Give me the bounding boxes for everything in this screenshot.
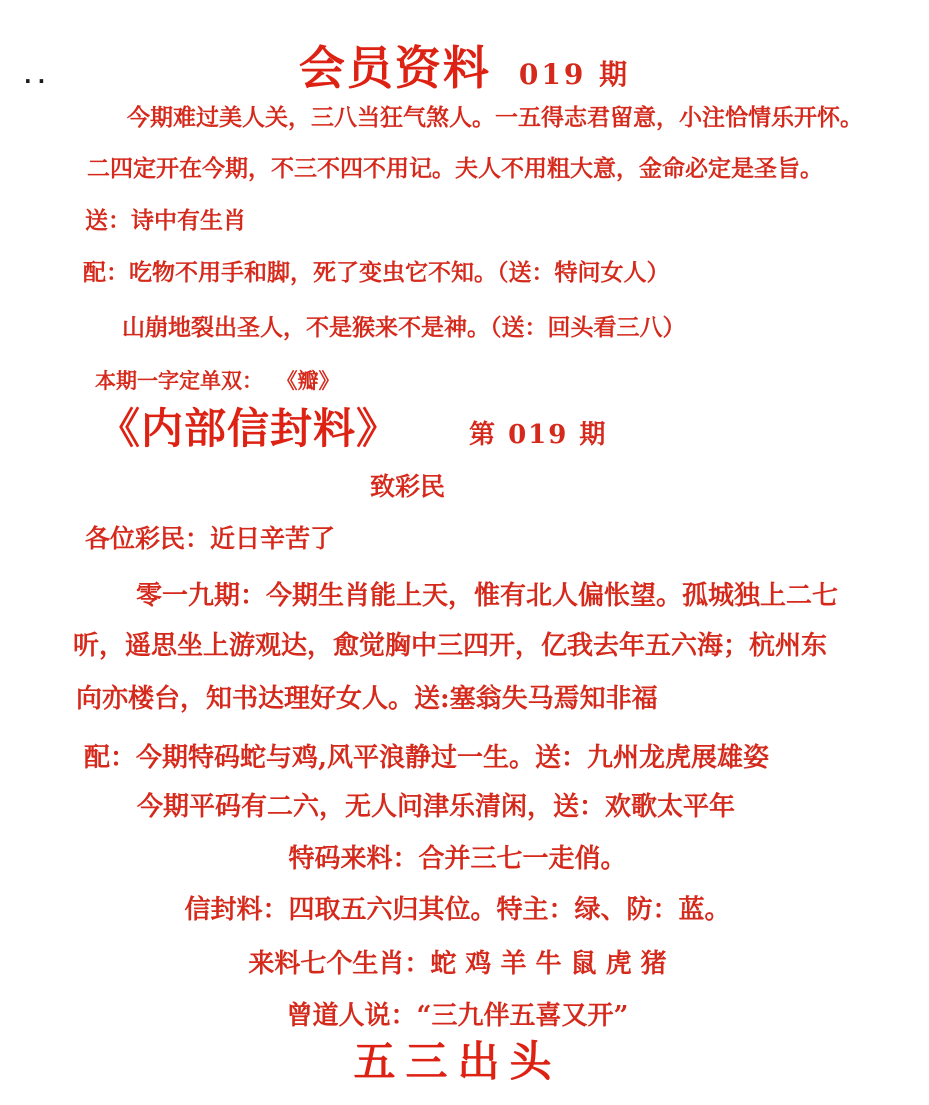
issue-number: 019 期: [518, 58, 631, 91]
salutation: 致彩民: [369, 472, 445, 501]
song-hint-line: 送：诗中有生肖: [85, 207, 246, 234]
tema-material-line: 特码来料：合并三七一走俏。: [288, 844, 627, 874]
poem-line-2: 听，遥思坐上游观达，愈觉胸中三四开，亿我去年五六海；杭州东: [73, 631, 828, 661]
page-title: 会员资料: [298, 41, 491, 95]
inner-envelope-title: 《内部信封料》: [98, 404, 400, 453]
scan-corner-marks: ..: [24, 64, 52, 88]
pingma-line: 今期平码有二六，无人问津乐清闲，送：欢歌太平年: [137, 792, 736, 822]
inner-envelope-heading: [98, 396, 607, 456]
zengdao-quote-line: 曾道人说：“三九伴五喜又开”: [286, 1001, 629, 1031]
poem-line-3: 向亦楼台，知书达理好女人。送:塞翁失马焉知非福: [76, 684, 658, 714]
oddeven-line: [95, 369, 340, 393]
oddeven-value: 《瓣》: [287, 368, 340, 393]
poem-line-1: 零一九期：今期生肖能上天，惟有北人偏怅望。孤城独上二七: [136, 581, 839, 611]
pei-hint-line: 配：吃物不用手和脚，死了变虫它不知。（送：特问女人）: [83, 259, 670, 286]
zodiac-list-line: 来料七个生肖：蛇 鸡 羊 牛 鼠 虎 猪: [248, 949, 667, 979]
greeting-line: 各位彩民：近日辛苦了: [85, 524, 336, 553]
document-header: [0, 32, 929, 98]
verse-line-1: 今期难过美人关，三八当狂气煞人。一五得志君留意，小注恰情乐开怀。: [127, 104, 863, 131]
inner-issue-number: 第 019 期: [469, 420, 608, 450]
oddeven-label: 本期一字定单双：: [95, 368, 263, 393]
verse-line-2: 二四定开在今期，不三不四不用记。夫人不用粗大意，金命必定是圣旨。: [87, 155, 823, 182]
final-tip-line: 五三出头: [353, 1037, 562, 1086]
envelope-material-line: 信封料：四取五六归其位。特主：绿、防：蓝。: [184, 895, 731, 925]
pei-tema-line: 配：今期特码蛇与鸡,风平浪静过一生。送：九州龙虎展雄姿: [84, 743, 770, 773]
verse-line-3: 山崩地裂出圣人，不是猴来不是神。（送：回头看三八）: [122, 314, 686, 341]
